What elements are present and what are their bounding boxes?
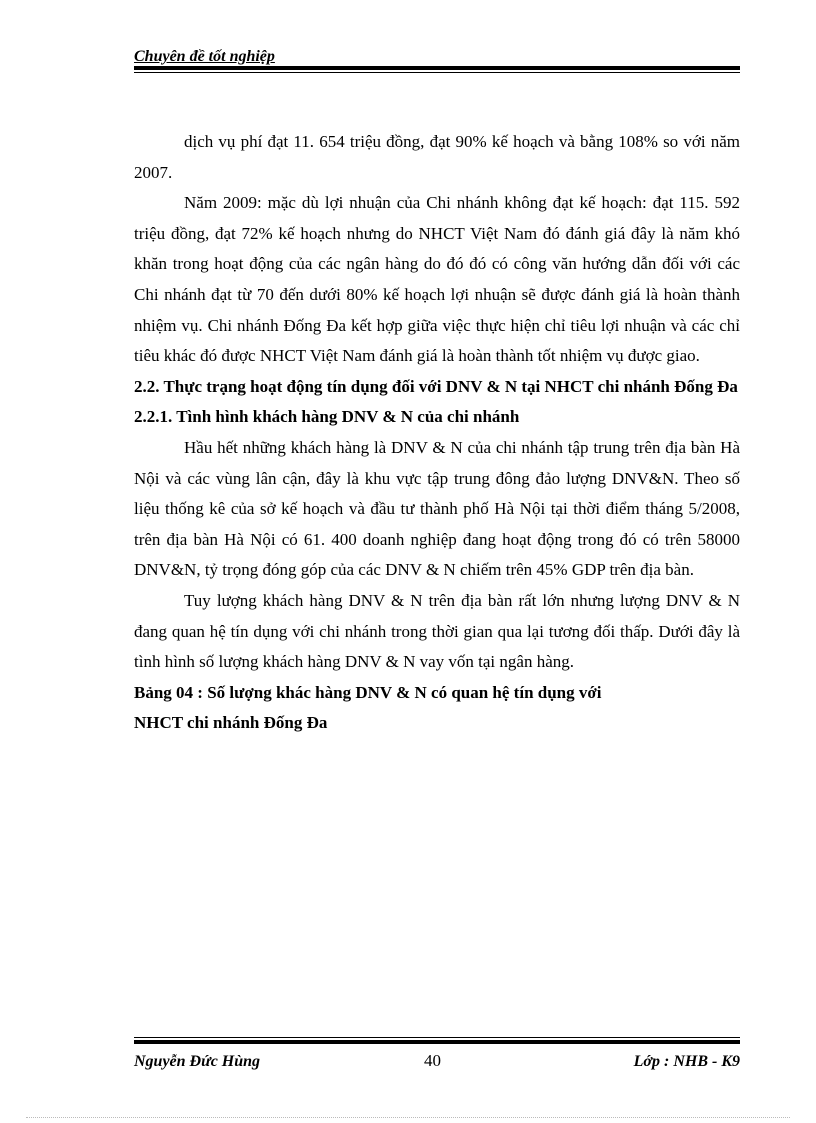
footer-rule <box>134 1040 740 1044</box>
page-edge-divider <box>26 1117 790 1118</box>
header-title: Chuyên đề tốt nghiệp <box>134 48 275 65</box>
footer-class: Lớp : NHB - K9 <box>633 1053 740 1070</box>
footer-rule-thin <box>134 1037 740 1038</box>
paragraph-service-fee: dịch vụ phí đạt 11. 654 triệu đồng, đạt 90% kế hoạch và bằng 108% so với năm 2007. <box>134 132 740 182</box>
paragraph-customers: Hầu hết những khách hàng là DNV & N của chi nhánh tập trung trên địa bàn Hà Nội và các vùng lân cận, đây là khu vực tập trung đông đảo lượng DNV&N. Theo số liệu thống kê của sở kế hoạch và đầu tư thành phố Hà Nội tại thời điểm tháng 5/2008, trên địa bàn Hà Nội có 61. 400 doanh nghiệp đang hoạt động trong đó có trên 58000 DNV&N, tỷ trọng đóng góp của các DNV & N chiếm trên 45% GDP trên địa bàn. <box>134 437 740 580</box>
header-rule <box>134 66 740 70</box>
paragraph-credit-relationship: Tuy lượng khách hàng DNV & N trên địa bàn rất lớn nhưng lượng DNV & N đang quan hệ tín dụng với chi nhánh trong thời gian qua lại tương đối thấp. Dưới đây là tình hình số lượng khách hàng DNV & N vay vốn tại ngân hàng. <box>134 590 740 672</box>
page-number: 40 <box>424 1051 441 1070</box>
footer-author: Nguyễn Đức Hùng <box>134 1053 261 1070</box>
section-heading-2-2-1: 2.2.1. Tình hình khách hàng DNV & N của chi nhánh <box>134 407 520 427</box>
header-rule-thin <box>134 72 740 73</box>
table-caption-line1: Bảng 04 : Số lượng khác hàng DNV & N có quan hệ tín dụng với <box>134 682 602 702</box>
section-heading-2-2: 2.2. Thực trạng hoạt động tín dụng đối với DNV & N tại NHCT chi nhánh Đống Đa <box>134 376 738 396</box>
paragraph-profit-2009: Năm 2009: mặc dù lợi nhuận của Chi nhánh không đạt kế hoạch: đạt 115. 592 triệu đồng, đạt 72% kế hoạch nhưng do NHCT Việt Nam đó đánh giá đây là năm khó khăn trong hoạt động của các ngân hàng do đó đó có công văn hướng dẫn đối với các Chi nhánh đạt từ 70 đến dưới 80% kế hoạch lợi nhuận sẽ được đánh giá là hoàn thành nhiệm vụ. Chi nhánh Đống Đa kết hợp giữa việc thực hiện chỉ tiêu lợi nhuận và các chỉ tiêu khác đó được NHCT Việt Nam đánh giá là hoàn thành tốt nhiệm vụ được giao. <box>134 193 740 366</box>
document-body <box>134 127 740 739</box>
table-caption-line2: NHCT chi nhánh Đống Đa <box>134 713 328 733</box>
